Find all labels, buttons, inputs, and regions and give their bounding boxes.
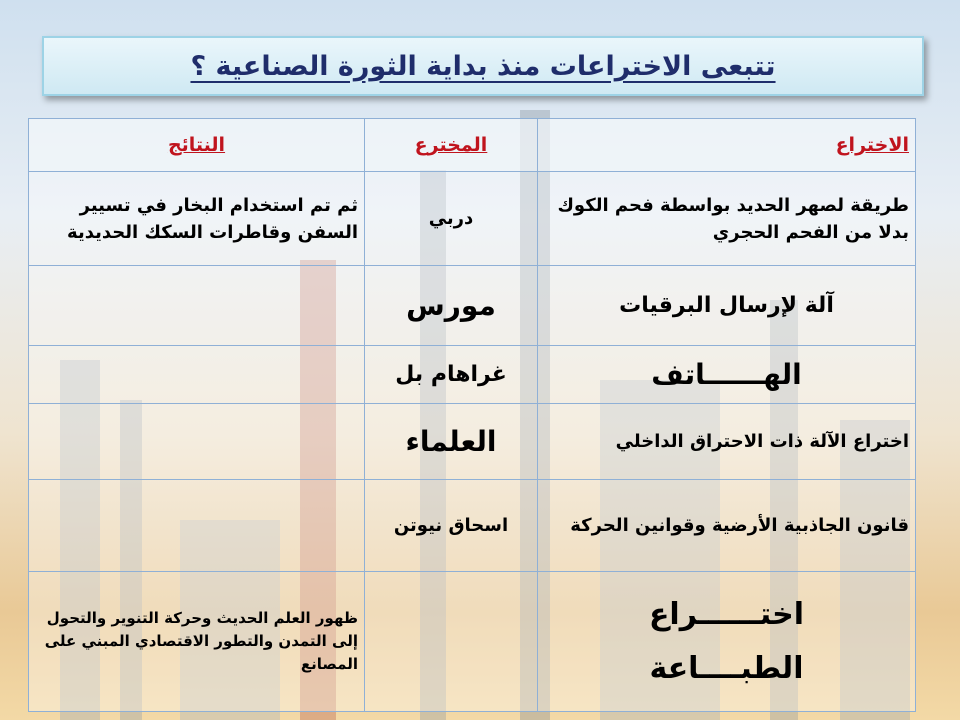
inventor-cell: مورس	[365, 266, 538, 346]
invention-line: اختــــــراع	[648, 596, 805, 632]
invention-cell: آلة لإرسال البرقيات	[538, 266, 916, 346]
results-cell	[29, 346, 365, 404]
header-results: النتائج	[29, 119, 365, 172]
results-cell	[29, 404, 365, 480]
invention-cell: قانون الجاذبية الأرضية وقوانين الحركة	[538, 480, 916, 572]
page-title: تتبعى الاختراعات منذ بداية الثورة الصناعية ؟	[190, 50, 776, 82]
invention-line: الطبــــاعة	[649, 650, 804, 686]
results-cell	[29, 266, 365, 346]
table-row	[29, 346, 916, 404]
header-invention: الاختراع	[538, 119, 916, 172]
invention-cell: الهــــــاتف	[538, 346, 916, 404]
header-inventor: المخترع	[365, 119, 538, 172]
inventor-cell	[365, 572, 538, 712]
header-row	[29, 119, 916, 172]
results-cell	[29, 480, 365, 572]
inventor-cell: دربي	[365, 172, 538, 266]
table-row	[29, 572, 916, 712]
invention-cell: اختراع الآلة ذات الاحتراق الداخلي	[538, 404, 916, 480]
table-row	[29, 172, 916, 266]
inventions-table	[28, 118, 916, 712]
inventor-cell: اسحاق نيوتن	[365, 480, 538, 572]
table-row	[29, 404, 916, 480]
invention-cell: طريقة لصهر الحديد بواسطة فحم الكوك بدلا من الفحم الحجري	[538, 172, 916, 266]
invention-cell	[538, 572, 916, 712]
table-row	[29, 480, 916, 572]
results-cell: ظهور العلم الحديث وحركة التنوير والتحول إلى التمدن والتطور الاقتصادي المبني على المصانع	[29, 572, 365, 712]
title-box	[42, 36, 924, 96]
results-cell: ثم تم استخدام البخار في تسيير السفن وقاطرات السكك الحديدية	[29, 172, 365, 266]
inventor-cell: العلماء	[365, 404, 538, 480]
table-row	[29, 266, 916, 346]
inventor-cell: غراهام بل	[365, 346, 538, 404]
